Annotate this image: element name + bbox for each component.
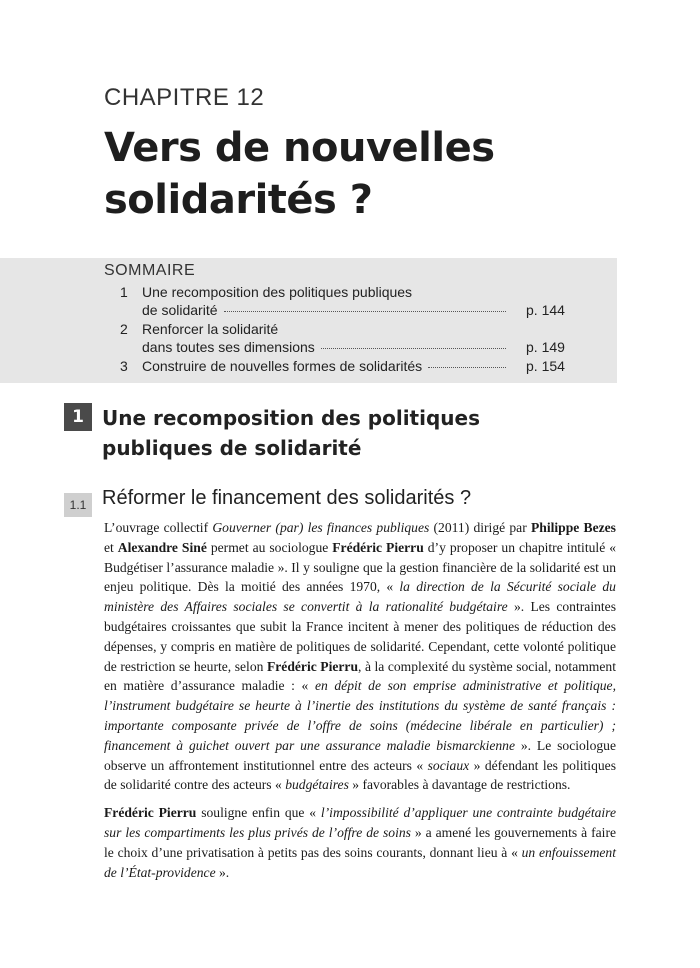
toc-page-number: p. 154 <box>526 358 565 374</box>
section-number-badge: 1 <box>64 403 92 431</box>
toc-item-3[interactable] <box>120 358 580 376</box>
toc-leader-dots <box>428 367 506 368</box>
toc-item-num: 2 <box>120 321 128 337</box>
paragraph-1: L’ouvrage collectif Gouverner (par) les finances publiques (2011) dirigé par Philippe Bezes et Alexandre Siné permet au sociologue Frédéric Pierru d’y proposer un chapitre intitulé « Budgétiser l’assurance maladie ». Il y souligne que la gestion financière de la solidarité est un enjeu politique. Dès la moitié des années 1970, « la direction de la Sécurité sociale du ministère des Affaires sociales se convertit à la rationalité budgétaire ». Les contraintes budgétaires croissantes que subit la France incitent à mener des politiques de réduction des dépenses, y compris en matière de politiques de solidarité. Cependant, cette volonté politique de restriction se heurte, selon Frédéric Pierru, à la complexité du système social, notamment en matière d’assurance maladie : « en dépit de son emprise administrative et politique, l’instrument budgétaire se heurte à l’inertie des institutions du système de santé français : importante composante privée de l’offre de soins (médecine libérale en particulier) ; financement à guichet ouvert par une assurance maladie bismarckienne ». Le sociologue observe un affrontement institutionnel entre des acteurs « sociaux » défendant les politiques de solidarité contre des acteurs « budgétaires » favorables à davantage de restrictions. <box>104 520 617 793</box>
chapter-label: CHAPITRE 12 <box>104 84 265 111</box>
toc-leader-dots <box>321 348 506 349</box>
toc-item-1[interactable] <box>120 284 580 320</box>
toc-page-number: p. 144 <box>526 302 565 318</box>
toc-item-text: Construire de nouvelles formes de solidarités <box>142 358 423 374</box>
section-title <box>102 403 582 463</box>
toc-item-text: Renforcer la solidarité <box>142 321 279 337</box>
chapter-title-line2: solidarités ? <box>104 177 373 223</box>
paragraph-2: Frédéric Pierru souligne enfin que « l’impossibilité d’appliquer une contrainte budgétaire sur les compartiments les plus privés de l’offre de soins » a amené les gouvernements à faire le choix d’une privatisation à petits pas des soins courants, donnant lieu à « un enfouissement de l’État-providence ». <box>104 805 616 880</box>
subsection-title: Réformer le financement des solidarités ? <box>102 487 472 509</box>
sommaire-title: SOMMAIRE <box>104 262 196 279</box>
sommaire-box <box>0 258 617 383</box>
subsection-number-badge: 1.1 <box>64 493 92 517</box>
toc-item-text: Une recomposition des politiques publiques <box>142 284 413 300</box>
section-title-line2: publiques de solidarité <box>102 436 362 460</box>
toc-page-number: p. 149 <box>526 339 565 355</box>
toc-item-text: dans toutes ses dimensions <box>142 339 315 355</box>
chapter-title <box>104 122 624 226</box>
toc-item-num: 1 <box>120 284 128 300</box>
toc-item-text: de solidarité <box>142 302 218 318</box>
toc-item-num: 3 <box>120 358 128 374</box>
section-title-line1: Une recomposition des politiques <box>102 406 480 430</box>
toc-item-2[interactable] <box>120 321 580 357</box>
toc-leader-dots <box>224 311 507 312</box>
body-text <box>104 518 616 890</box>
chapter-title-line1: Vers de nouvelles <box>104 125 495 171</box>
